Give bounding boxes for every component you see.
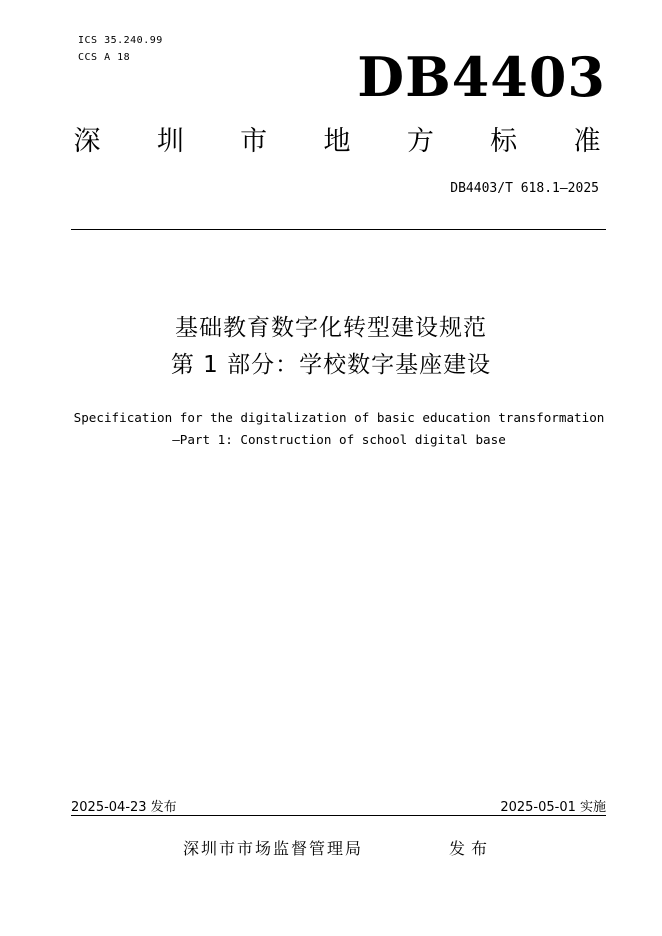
publish-date: 2025-04-23 发布 xyxy=(71,800,177,815)
standard-type-char: 方 xyxy=(406,126,434,157)
standard-type-heading xyxy=(70,128,604,155)
standard-type-char: 标 xyxy=(490,126,518,157)
standard-type-char: 准 xyxy=(573,126,601,157)
standard-number: DB4403/T 618.1—2025 xyxy=(450,181,599,196)
standard-type-char: 市 xyxy=(240,126,268,157)
standard-type-char: 深 xyxy=(73,126,101,157)
issue-label: 发布 xyxy=(449,839,494,858)
ccs-code: CCS A 18 xyxy=(78,52,131,63)
english-title-line-2: —Part 1: Construction of school digital base xyxy=(172,432,506,447)
implement-date: 2025-05-01 实施 xyxy=(500,800,606,815)
standard-logo: DB4403 xyxy=(357,45,606,109)
issuing-authority: 深圳市市场监督管理局 xyxy=(183,839,364,858)
chinese-title-line-2: 第 1 部分：学校数字基座建设 xyxy=(170,352,492,378)
ics-code: ICS 35.240.99 xyxy=(78,35,163,46)
standard-type-char: 地 xyxy=(323,126,351,157)
standard-type-char: 圳 xyxy=(156,126,184,157)
english-title-line-1: Specification for the digitalization of basic education transformation xyxy=(73,410,605,425)
top-divider xyxy=(71,229,606,230)
chinese-title-line-1: 基础教育数字化转型建设规范 xyxy=(175,315,487,341)
bottom-divider xyxy=(71,815,606,816)
